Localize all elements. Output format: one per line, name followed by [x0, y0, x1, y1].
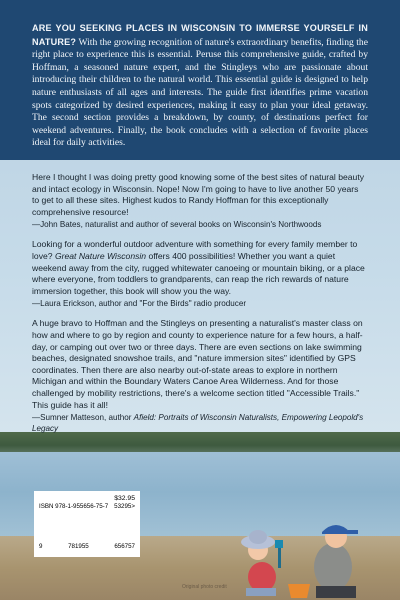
- attribution-prefix: —Sumner Matteson, author: [32, 413, 134, 423]
- isbn-line: [39, 503, 135, 511]
- quote-text-part: Looking for a wonderful outdoor adventure with something for every family member to love?: [32, 239, 358, 261]
- barcode-panel: [34, 491, 140, 557]
- intro-body-text: With the growing recognition of nature's extraordinary benefits, finding the right place to experience this is essential. Peruse this comprehensive guide, crafted by Hoffman, a seasoned nature expert, and the Stingleys who are passionate about introducing their children to the natural world. This essential guide is designed to help nature enthusiasts of all ages and interests. The guide first identifies prime vacation spots categorized by desired experiences, making it easy to plan your ideal getaway. The second section provides a breakdown, by county, of destinations perfect for weekend adventures. Finally, the book concludes with a selection of favorite places ideal for daily activities.: [32, 36, 368, 149]
- quote-text: A huge bravo to Hoffman and the Stingleys on presenting a naturalist's master class on how and where to go by region and county to experience nature for a few hours, a half-day, or camping out over two or three days. There are even sections on lake swimming beaches, designated snowshoe trails, and "nature immersion sites" identified by GPS coordinates. Then there are also nearby out-of-state areas to explore in northern Michigan and within the Boundary Waters Canoe Area Wilderness. And for those challenged by mobility restrictions, there's a welcome section titled "Accessible Trails." This guide has it all!: [32, 318, 363, 410]
- quote-text: [32, 239, 368, 297]
- quote-attribution: —Laura Erickson, author and "For the Birds" radio producer: [32, 299, 247, 309]
- endorsement-quote: [32, 172, 368, 230]
- endorsement-quote: [32, 239, 368, 309]
- children-on-beach-illustration: [220, 480, 400, 600]
- endorsement-quote: [32, 318, 368, 434]
- barcode-bars: [39, 512, 135, 542]
- book-title-italic: Afield: Portraits of Wisconsin Naturalists, Empowering Leopold's Legacy: [32, 413, 364, 434]
- price-addon-code: 53295>: [114, 503, 135, 510]
- quote-text-part: offers 400 possibilities! Whether you want a quiet weekend away from the city, rugged whitewater canoeing or mountain biking, or a place where everyone, from toddlers to grandparents, can reap the rich rewards of nature immersion together, this book will show you the way.: [32, 250, 365, 296]
- price-label: $32.95: [114, 495, 135, 502]
- quote-attribution: —John Bates, naturalist and author of several books on Wisconsin's Northwoods: [32, 220, 322, 230]
- book-title-italic: Great Nature Wisconsin: [54, 250, 147, 261]
- barcode-digit-prefix: 9: [39, 543, 43, 550]
- photo-credit: Original photo credit: [182, 584, 227, 590]
- quote-attribution: [32, 412, 368, 434]
- barcode-digits-right: 656757: [114, 543, 135, 550]
- barcode-digits-left: 781955: [68, 543, 89, 550]
- intro-lead-question: ARE YOU SEEKING PLACES IN WISCONSIN TO IMMERSE YOURSELF IN NATURE?: [32, 23, 368, 47]
- isbn-number: ISBN 978-1-955656-75-7: [39, 503, 109, 510]
- quote-text: Here I thought I was doing pretty good knowing some of the best sites of natural beauty and intact ecology in Wisconsin. Nope! Now I'm going to have to live another 50 years to get to all these sites. Highest kudos to Randy Hoffman for this exceptionally comprehensive resource!: [32, 172, 365, 217]
- barcode-digits: [39, 543, 135, 551]
- intro-panel: [0, 0, 400, 160]
- endorsements-section: [0, 160, 400, 443]
- intro-paragraph: [32, 22, 368, 150]
